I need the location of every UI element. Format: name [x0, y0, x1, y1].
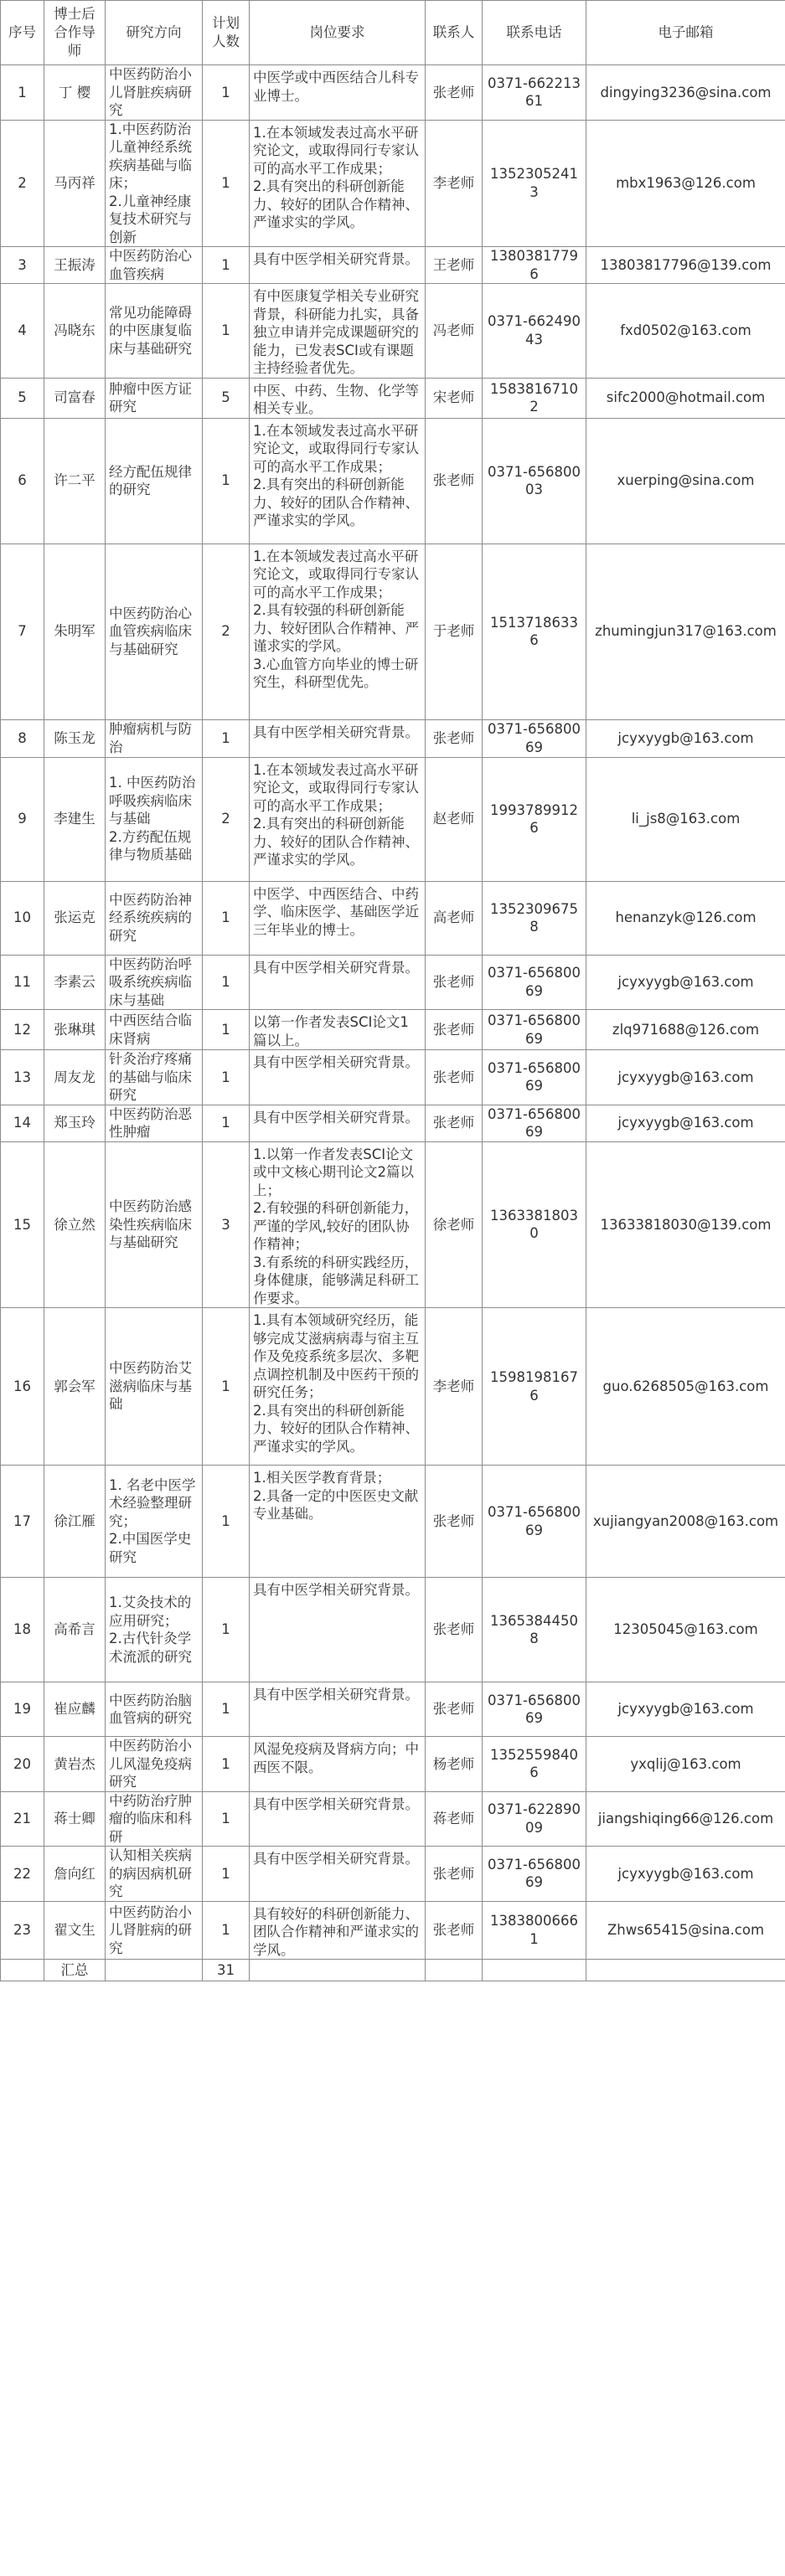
cell-seq: 9	[1, 757, 44, 881]
table-row	[1, 881, 785, 955]
table-row	[1, 719, 785, 757]
cell-direction: 中西医结合临床肾病	[106, 1010, 203, 1050]
cell-direction: 中医药防治小儿肾脏疾病研究	[106, 65, 203, 121]
cell-contact: 张老师	[426, 1466, 483, 1578]
cell-phone: 15981981676	[483, 1308, 586, 1466]
cell-seq: 1	[1, 65, 44, 121]
cell-contact: 张老师	[426, 719, 483, 757]
cell-contact: 蒋老师	[426, 1791, 483, 1847]
cell-email: dingying3236@sina.com	[586, 65, 785, 121]
cell-email: fxd0502@163.com	[586, 284, 785, 379]
cell-direction: 经方配伍规律的研究	[106, 418, 203, 544]
table-row	[1, 1010, 785, 1050]
cell-quota: 1	[203, 719, 250, 757]
cell-seq: 14	[1, 1105, 44, 1141]
cell-advisor: 陈玉龙	[44, 719, 106, 757]
cell-advisor: 徐立然	[44, 1141, 106, 1308]
cell-email: jcyxyygb@163.com	[586, 1105, 785, 1141]
cell-phone: 0371-65680003	[483, 418, 586, 544]
cell-direction: 中医药防治小儿肾脏病的研究	[106, 1901, 203, 1960]
table-row	[1, 955, 785, 1010]
table-row	[1, 120, 785, 247]
cell-phone: 0371-62289009	[483, 1791, 586, 1847]
cell-requirement: 1.在本领域发表过高水平研究论文，或取得同行专家认可的高水平工作成果； 2.具有突出的科研创新能力、较好的团队合作精神、严谨求实的学风。	[250, 418, 426, 544]
cell-email: zlq971688@126.com	[586, 1010, 785, 1050]
cell-phone: 0371-65680069	[483, 1682, 586, 1737]
cell-phone: 19937899126	[483, 757, 586, 881]
cell-phone: 0371-65680069	[483, 719, 586, 757]
cell-direction: 1.中医药防治儿童神经系统疾病基础与临床； 2.儿童神经康复技术研究与创新	[106, 120, 203, 247]
cell-quota: 1	[203, 1847, 250, 1902]
header-seq: 序号	[1, 1, 44, 65]
cell-direction: 常见功能障碍的中医康复临床与基础研究	[106, 284, 203, 379]
cell-advisor: 李建生	[44, 757, 106, 881]
cell-seq: 20	[1, 1737, 44, 1792]
cell-advisor: 詹向红	[44, 1847, 106, 1902]
cell-seq: 7	[1, 544, 44, 719]
cell-requirement: 以第一作者发表SCI论文1篇以上。	[250, 1010, 426, 1050]
cell-phone: 13525598406	[483, 1737, 586, 1792]
cell-email: jcyxyygb@163.com	[586, 955, 785, 1010]
cell-advisor: 蒋士卿	[44, 1791, 106, 1847]
cell-advisor: 周友龙	[44, 1050, 106, 1105]
cell-contact: 张老师	[426, 1682, 483, 1737]
cell-phone: 0371-66249043	[483, 284, 586, 379]
cell-contact: 张老师	[426, 1847, 483, 1902]
cell-requirement: 1.在本领域发表过高水平研究论文，或取得同行专家认可的高水平工作成果； 2.具有较强的科研创新能力、较好团队合作精神、严谨求实的学风。 3.心血管方向毕业的博士研究生，科研型优先。	[250, 544, 426, 719]
cell-email: 13633818030@139.com	[586, 1141, 785, 1308]
cell-direction: 肿瘤中医方证研究	[106, 378, 203, 418]
cell-phone: 13653844508	[483, 1578, 586, 1682]
cell-requirement: 中医学或中西医结合儿科专业博士。	[250, 65, 426, 121]
table-row	[1, 544, 785, 719]
cell-quota: 1	[203, 955, 250, 1010]
cell-seq: 5	[1, 378, 44, 418]
cell-email: jcyxyygb@163.com	[586, 719, 785, 757]
cell-requirement: 1.具有本领域研究经历，能够完成艾滋病病毒与宿主互作及免疫系统多层次、多靶点调控机制及中医药干预的研究任务； 2.具有突出的科研创新能力、较好的团队合作精神、严谨求实的学风。	[250, 1308, 426, 1466]
cell-phone: 0371-65680069	[483, 1466, 586, 1578]
table-row	[1, 65, 785, 121]
total-label: 汇总	[44, 1960, 106, 1981]
header-quota: 计划人数	[203, 1, 250, 65]
cell-requirement: 具有中医学相关研究背景。	[250, 1578, 426, 1682]
cell-requirement: 具有中医学相关研究背景。	[250, 1682, 426, 1737]
cell-quota: 3	[203, 1141, 250, 1308]
cell-direction: 中医药防治小儿风湿免疫病研究	[106, 1737, 203, 1792]
table-row	[1, 1901, 785, 1960]
table-row	[1, 378, 785, 418]
cell-direction: 中医药防治感染性疾病临床与基础研究	[106, 1141, 203, 1308]
table-row	[1, 247, 785, 284]
cell-email: jiangshiqing66@126.com	[586, 1791, 785, 1847]
cell-email: guo.6268505@163.com	[586, 1308, 785, 1466]
table-row	[1, 757, 785, 881]
cell-quota: 1	[203, 1901, 250, 1960]
cell-requirement: 有中医康复学相关专业研究背景，科研能力扎实，具备独立申请并完成课题研究的能力，已发表SCI或有课题主持经验者优先。	[250, 284, 426, 379]
cell-seq: 21	[1, 1791, 44, 1847]
cell-email: sifc2000@hotmail.com	[586, 378, 785, 418]
cell-requirement: 具有中医学相关研究背景。	[250, 247, 426, 284]
cell-seq: 22	[1, 1847, 44, 1902]
cell-phone: 0371-65680069	[483, 1847, 586, 1902]
header-requirement: 岗位要求	[250, 1, 426, 65]
cell-phone: 15137186336	[483, 544, 586, 719]
cell-contact: 张老师	[426, 1578, 483, 1682]
cell-requirement: 1.在本领域发表过高水平研究论文，或取得同行专家认可的高水平工作成果； 2.具有突出的科研创新能力、较好的团队合作精神、严谨求实的学风。	[250, 120, 426, 247]
table-row	[1, 1141, 785, 1308]
cell-email: henanzyk@126.com	[586, 881, 785, 955]
cell-phone: 0371-65680069	[483, 1050, 586, 1105]
cell-seq: 10	[1, 881, 44, 955]
cell-requirement: 1.相关医学教育背景； 2.具备一定的中医医史文献专业基础。	[250, 1466, 426, 1578]
cell-quota: 5	[203, 378, 250, 418]
cell-email: jcyxyygb@163.com	[586, 1050, 785, 1105]
cell-phone: 13523096758	[483, 881, 586, 955]
cell-contact: 冯老师	[426, 284, 483, 379]
table-row	[1, 1737, 785, 1792]
cell-requirement: 具有中医学相关研究背景。	[250, 1847, 426, 1902]
cell-email: Zhws65415@sina.com	[586, 1901, 785, 1960]
header-row	[1, 1, 785, 65]
cell-phone: 13838006661	[483, 1901, 586, 1960]
cell-quota: 1	[203, 1737, 250, 1792]
cell-contact: 杨老师	[426, 1737, 483, 1792]
cell-phone: 0371-65680069	[483, 1105, 586, 1141]
cell-phone: 13803817796	[483, 247, 586, 284]
cell-direction: 1.艾灸技术的应用研究； 2.古代针灸学术流派的研究	[106, 1578, 203, 1682]
cell-quota: 1	[203, 1050, 250, 1105]
cell-email: zhumingjun317@163.com	[586, 544, 785, 719]
cell-requirement: 具有中医学相关研究背景。	[250, 1105, 426, 1141]
cell-quota: 2	[203, 544, 250, 719]
cell-seq: 16	[1, 1308, 44, 1466]
cell-direction: 肿瘤病机与防治	[106, 719, 203, 757]
cell-advisor: 司富春	[44, 378, 106, 418]
cell-quota: 1	[203, 1791, 250, 1847]
cell-advisor: 张琳琪	[44, 1010, 106, 1050]
cell-quota: 1	[203, 284, 250, 379]
cell-advisor: 李素云	[44, 955, 106, 1010]
total-row	[1, 1960, 785, 1981]
cell-phone: 13633818030	[483, 1141, 586, 1308]
cell-quota: 1	[203, 120, 250, 247]
cell-direction: 认知相关疾病的病因病机研究	[106, 1847, 203, 1902]
cell-contact: 张老师	[426, 1105, 483, 1141]
cell-direction: 1. 名老中医学术经验整理研究； 2.中国医学史研究	[106, 1466, 203, 1578]
table-row	[1, 418, 785, 544]
cell-advisor: 黄岩杰	[44, 1737, 106, 1792]
header-phone: 联系电话	[483, 1, 586, 65]
cell-contact: 高老师	[426, 881, 483, 955]
cell-quota: 1	[203, 1010, 250, 1050]
cell-advisor: 郭会军	[44, 1308, 106, 1466]
table-row	[1, 1050, 785, 1105]
cell-direction: 中医药防治艾滋病临床与基础	[106, 1308, 203, 1466]
cell-phone: 0371-65680069	[483, 1010, 586, 1050]
cell-contact: 张老师	[426, 1010, 483, 1050]
table-row	[1, 1682, 785, 1737]
cell-phone: 0371-66221361	[483, 65, 586, 121]
total-quota: 31	[203, 1960, 250, 1981]
cell-quota: 1	[203, 1682, 250, 1737]
cell-direction: 中医药防治心血管疾病	[106, 247, 203, 284]
cell-email: xuerping@sina.com	[586, 418, 785, 544]
cell-direction: 中药防治疗肿瘤的临床和科研	[106, 1791, 203, 1847]
cell-advisor: 崔应麟	[44, 1682, 106, 1737]
cell-requirement: 具有中医学相关研究背景。	[250, 1050, 426, 1105]
table-row	[1, 1847, 785, 1902]
table-row	[1, 1578, 785, 1682]
cell-advisor: 丁 樱	[44, 65, 106, 121]
table-row	[1, 1791, 785, 1847]
cell-email: jcyxyygb@163.com	[586, 1682, 785, 1737]
cell-seq: 23	[1, 1901, 44, 1960]
cell-phone: 15838167102	[483, 378, 586, 418]
table-row	[1, 1308, 785, 1466]
cell-requirement: 1.在本领域发表过高水平研究论文，或取得同行专家认可的高水平工作成果； 2.具有突出的科研创新能力、较好的团队合作精神、严谨求实的学风。	[250, 757, 426, 881]
cell-phone: 13523052413	[483, 120, 586, 247]
cell-email: li_js8@163.com	[586, 757, 785, 881]
cell-quota: 1	[203, 65, 250, 121]
cell-advisor: 马丙祥	[44, 120, 106, 247]
cell-advisor: 朱明军	[44, 544, 106, 719]
cell-quota: 1	[203, 1578, 250, 1682]
cell-contact: 张老师	[426, 1050, 483, 1105]
cell-direction: 中医药防治脑血管病的研究	[106, 1682, 203, 1737]
cell-requirement: 中医学、中西医结合、中药学、临床医学、基础医学近三年毕业的博士。	[250, 881, 426, 955]
cell-advisor: 冯晓东	[44, 284, 106, 379]
cell-email: 12305045@163.com	[586, 1578, 785, 1682]
cell-requirement: 风湿免疫病及肾病方向；中西医不限。	[250, 1737, 426, 1792]
header-direction: 研究方向	[106, 1, 203, 65]
cell-quota: 1	[203, 418, 250, 544]
cell-advisor: 郑玉玲	[44, 1105, 106, 1141]
cell-advisor: 张运克	[44, 881, 106, 955]
table-row	[1, 1105, 785, 1141]
cell-contact: 张老师	[426, 955, 483, 1010]
cell-advisor: 翟文生	[44, 1901, 106, 1960]
cell-contact: 于老师	[426, 544, 483, 719]
cell-seq: 8	[1, 719, 44, 757]
cell-requirement: 具有较好的科研创新能力、团队合作精神和严谨求实的学风。	[250, 1901, 426, 1960]
cell-contact: 张老师	[426, 65, 483, 121]
cell-quota: 1	[203, 1466, 250, 1578]
cell-email: xujiangyan2008@163.com	[586, 1466, 785, 1578]
cell-direction: 中医药防治呼吸系统疾病临床与基础	[106, 955, 203, 1010]
cell-requirement: 具有中医学相关研究背景。	[250, 719, 426, 757]
cell-contact: 张老师	[426, 418, 483, 544]
cell-requirement: 具有中医学相关研究背景。	[250, 955, 426, 1010]
cell-quota: 1	[203, 247, 250, 284]
cell-contact: 李老师	[426, 1308, 483, 1466]
table-row	[1, 284, 785, 379]
cell-seq: 11	[1, 955, 44, 1010]
cell-quota: 1	[203, 881, 250, 955]
header-contact: 联系人	[426, 1, 483, 65]
cell-seq: 18	[1, 1578, 44, 1682]
cell-email: yxqlij@163.com	[586, 1737, 785, 1792]
cell-seq: 17	[1, 1466, 44, 1578]
header-email: 电子邮箱	[586, 1, 785, 65]
cell-contact: 赵老师	[426, 757, 483, 881]
cell-quota: 1	[203, 1308, 250, 1466]
cell-contact: 徐老师	[426, 1141, 483, 1308]
cell-seq: 2	[1, 120, 44, 247]
table-row	[1, 1466, 785, 1578]
cell-email: mbx1963@126.com	[586, 120, 785, 247]
cell-requirement: 1.以第一作者发表SCI论文或中文核心期刊论文2篇以上； 2.有较强的科研创新能力，严谨的学风,较好的团队协作精神； 3.有系统的科研实践经历，身体健康，能够满足科研工作要求。	[250, 1141, 426, 1308]
cell-direction: 针灸治疗疼痛的基础与临床研究	[106, 1050, 203, 1105]
cell-email: 13803817796@139.com	[586, 247, 785, 284]
cell-quota: 1	[203, 1105, 250, 1141]
cell-advisor: 徐江雁	[44, 1466, 106, 1578]
cell-email: jcyxyygb@163.com	[586, 1847, 785, 1902]
cell-direction: 中医药防治神经系统疾病的研究	[106, 881, 203, 955]
cell-seq: 15	[1, 1141, 44, 1308]
cell-direction: 中医药防治恶性肿瘤	[106, 1105, 203, 1141]
cell-requirement: 中医、中药、生物、化学等相关专业。	[250, 378, 426, 418]
cell-seq: 13	[1, 1050, 44, 1105]
cell-seq: 12	[1, 1010, 44, 1050]
cell-seq: 6	[1, 418, 44, 544]
cell-advisor: 高希言	[44, 1578, 106, 1682]
cell-advisor: 许二平	[44, 418, 106, 544]
cell-seq: 4	[1, 284, 44, 379]
cell-seq: 19	[1, 1682, 44, 1737]
cell-direction: 中医药防治心血管疾病临床与基础研究	[106, 544, 203, 719]
header-advisor: 博士后合作导师	[44, 1, 106, 65]
cell-contact: 李老师	[426, 120, 483, 247]
cell-direction: 1. 中医药防治呼吸疾病临床与基础 2.方药配伍规律与物质基础	[106, 757, 203, 881]
cell-contact: 张老师	[426, 1901, 483, 1960]
cell-quota: 2	[203, 757, 250, 881]
cell-requirement: 具有中医学相关研究背景。	[250, 1791, 426, 1847]
cell-advisor: 王振涛	[44, 247, 106, 284]
cell-contact: 宋老师	[426, 378, 483, 418]
cell-seq: 3	[1, 247, 44, 284]
table-body	[1, 65, 785, 1960]
cell-phone: 0371-65680069	[483, 955, 586, 1010]
cell-contact: 王老师	[426, 247, 483, 284]
